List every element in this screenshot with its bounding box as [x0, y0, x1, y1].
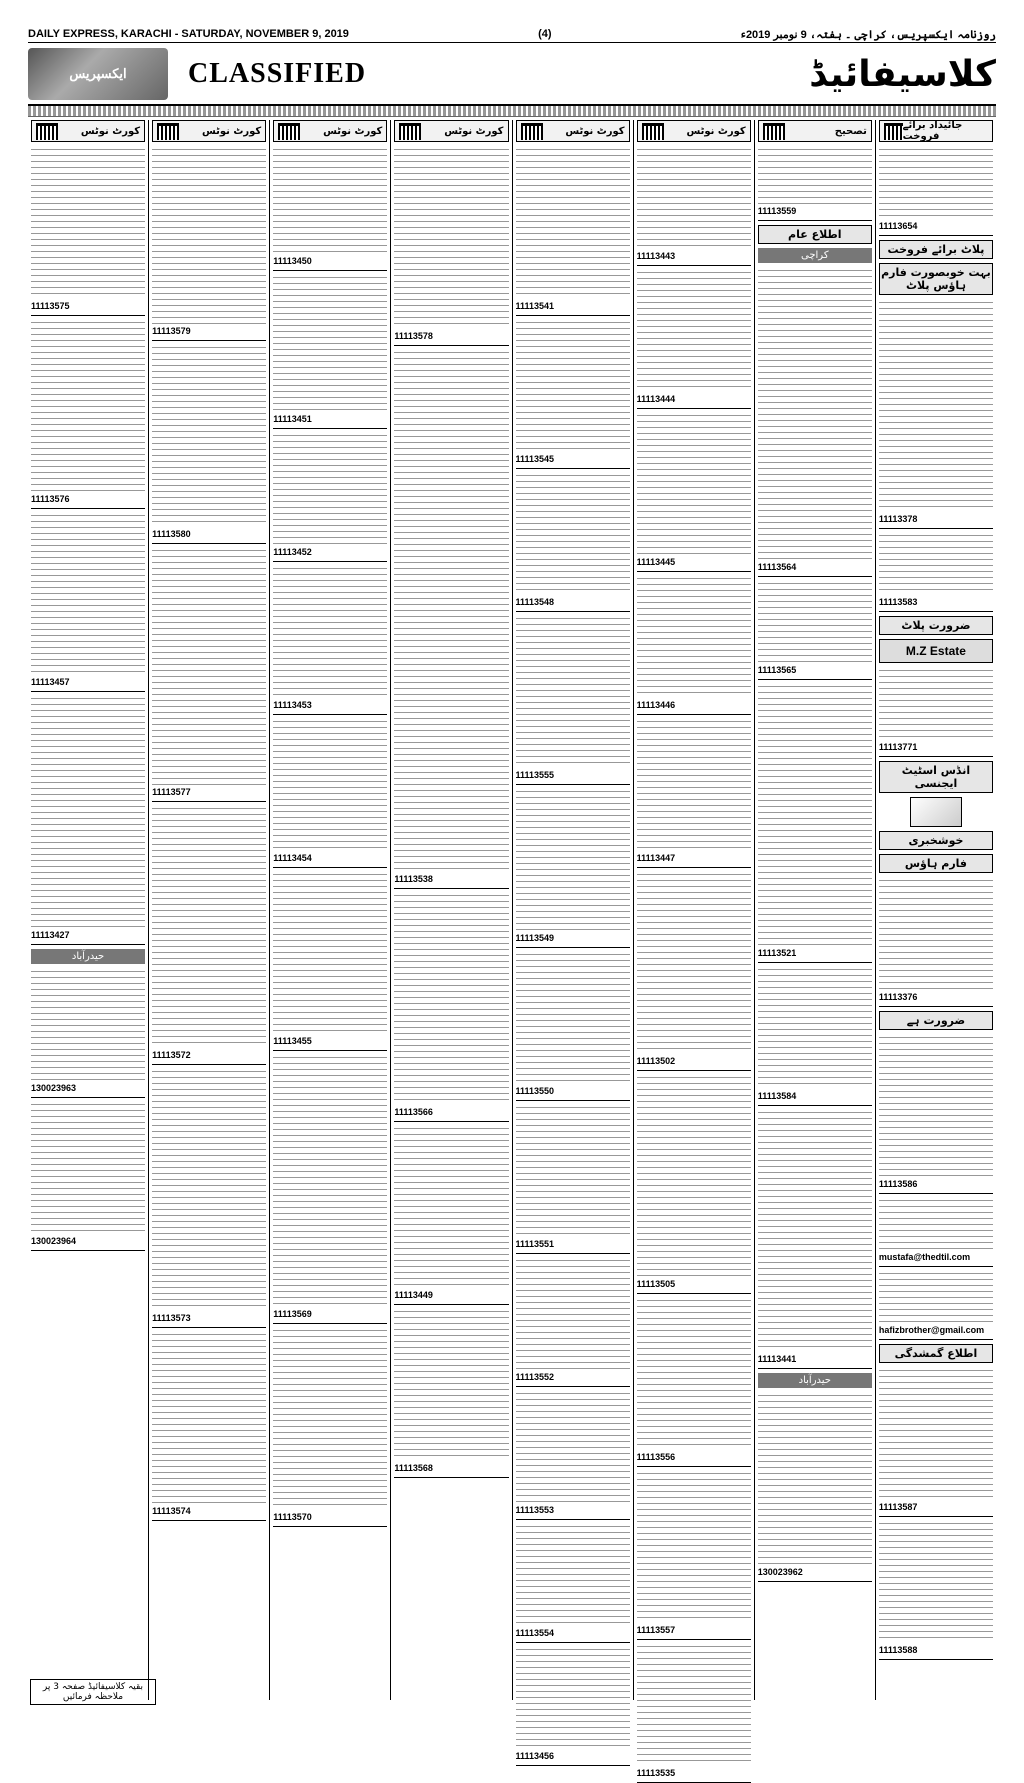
ad-number: 11113559: [757, 206, 797, 216]
ad-number: 11113579: [152, 326, 191, 336]
ad-number: 11113586: [878, 1179, 918, 1189]
ad-number: 11113451: [273, 414, 312, 424]
classified-ad: [31, 1101, 145, 1251]
ad-number: 11113588: [878, 1645, 918, 1655]
ad-text-block: [879, 302, 993, 512]
ad-number: 11113505: [636, 1279, 676, 1289]
ad-number: 11113556: [636, 1452, 676, 1462]
city-band: حیدرآباد: [31, 949, 145, 964]
section-title-urdu: کلاسیفائیڈ: [809, 53, 996, 95]
classified-ad: [879, 1197, 993, 1267]
classified-ad: [879, 299, 993, 529]
classified-ad: [152, 344, 266, 544]
classified-ad: [516, 1104, 630, 1254]
classified-ad: [516, 615, 630, 785]
column-header: [516, 120, 630, 142]
ad-number: 130023963: [31, 1083, 77, 1093]
ad-number: 11113444: [636, 394, 676, 404]
ad-text-block: [516, 149, 630, 299]
column-header: [31, 120, 145, 142]
ad-text-block: [879, 1037, 993, 1177]
ad-number: 11113535: [636, 1768, 676, 1778]
ad-text-block: [273, 277, 387, 412]
classified-ad: [758, 267, 872, 577]
continued-note: بقیہ کلاسیفائیڈ صفحہ 3 پر ملاحظہ فرمائیں: [30, 1679, 156, 1705]
column-1: [28, 120, 149, 1700]
ad-text-block: [152, 1334, 266, 1504]
section-heading: اطلاع عام: [758, 225, 872, 244]
classified-ad: [879, 1367, 993, 1517]
classified-ad: [516, 1257, 630, 1387]
masthead: [28, 44, 996, 106]
ad-number: 11113549: [515, 933, 555, 943]
house-icon: [910, 797, 962, 827]
column-header-label: کورٹ نوٹس: [686, 125, 746, 137]
ad-text-block: [31, 1104, 145, 1234]
column-6: [634, 120, 755, 1778]
classified-ad: [273, 1327, 387, 1527]
ad-text-block: [879, 1200, 993, 1250]
ad-text-block: [637, 721, 751, 851]
ad-number: 11113453: [273, 700, 312, 710]
ad-number: mustafa@thedtil.com: [878, 1252, 971, 1262]
classified-ad: [637, 718, 751, 868]
court-building-icon: [278, 123, 300, 140]
column-header: [637, 120, 751, 142]
ad-number: 11113575: [31, 301, 70, 311]
classified-ad: [879, 667, 993, 757]
ad-text-block: [31, 322, 145, 492]
classified-ad: [273, 274, 387, 429]
classified-ad: [637, 1074, 751, 1294]
ad-number: 11113457: [31, 677, 70, 687]
classified-ad: [879, 1270, 993, 1340]
ad-text-block: [31, 515, 145, 675]
section-title-english: CLASSIFIED: [188, 58, 367, 89]
ad-number: hafizbrother@gmail.com: [878, 1325, 985, 1335]
ad-text-block: [758, 583, 872, 663]
ad-text-block: [394, 1128, 508, 1288]
ad-text-block: [516, 791, 630, 931]
ad-number: 11113455: [273, 1036, 312, 1046]
classified-ad: [879, 1520, 993, 1660]
ad-text-block: [758, 1395, 872, 1565]
ad-text-block: [637, 272, 751, 392]
ad-number: 11113521: [757, 948, 797, 958]
ad-text-block: [273, 568, 387, 698]
classified-ad: [273, 146, 387, 271]
ad-number: 11113573: [152, 1313, 191, 1323]
classified-ad: [273, 432, 387, 562]
column-header: [273, 120, 387, 142]
ad-text-block: [758, 969, 872, 1089]
ad-number: 11113378: [878, 514, 918, 524]
column-header: [394, 120, 508, 142]
classified-ad: [31, 319, 145, 509]
column-header: [879, 120, 993, 142]
classified-ad: [516, 1523, 630, 1643]
classified-ad: [879, 146, 993, 236]
ad-text-block: [637, 149, 751, 249]
classified-ad: [394, 146, 508, 346]
ad-text-block: [637, 578, 751, 698]
classified-ad: [758, 683, 872, 963]
column-header: [152, 120, 266, 142]
ad-text-block: [637, 415, 751, 555]
city-band: کراچی: [758, 248, 872, 263]
ad-text-block: [637, 1473, 751, 1623]
ad-text-block: [152, 1071, 266, 1311]
ad-text-block: [152, 808, 266, 1048]
court-building-icon: [642, 123, 664, 140]
column-8: [876, 120, 996, 1700]
classified-ad: [637, 575, 751, 715]
classified-ad: [516, 951, 630, 1101]
dateline-english: DAILY EXPRESS, KARACHI - SATURDAY, NOVEMBER 9, 2019: [28, 28, 349, 40]
ad-text-block: [516, 322, 630, 452]
classified-ad: [31, 968, 145, 1098]
classified-ad: [31, 146, 145, 316]
ad-text-block: [758, 149, 872, 204]
ad-number: 11113445: [636, 557, 676, 567]
ad-text-block: [394, 895, 508, 1105]
ad-text-block: [516, 1526, 630, 1626]
ad-number: 11113555: [515, 770, 555, 780]
column-3: [270, 120, 391, 1700]
classified-ad: [758, 1392, 872, 1582]
ad-text-block: [394, 352, 508, 872]
ad-text-block: [516, 1649, 630, 1749]
ad-number: 11113446: [636, 700, 676, 710]
section-heading: بہت خوبصورت فارم ہاؤس پلاٹ: [879, 263, 993, 295]
ad-number: 11113441: [757, 1354, 797, 1364]
classified-ad: [516, 1390, 630, 1520]
section-heading: ضرورت پلاٹ: [879, 616, 993, 635]
classified-ad: [637, 1643, 751, 1783]
ad-text-block: [273, 721, 387, 851]
classified-ad: [879, 1034, 993, 1194]
ad-number: 11113771: [878, 742, 918, 752]
court-building-icon: [36, 123, 58, 140]
ad-number: 11113456: [515, 1751, 555, 1761]
ad-number: 11113545: [515, 454, 555, 464]
ad-text-block: [273, 149, 387, 254]
column-2: [149, 120, 270, 1700]
ad-text-block: [273, 435, 387, 545]
ad-number: 11113557: [636, 1625, 676, 1635]
section-heading: انڈس اسٹیٹ ایجنسی: [879, 761, 993, 793]
ad-number: 11113538: [394, 874, 433, 884]
classified-ad: [152, 1331, 266, 1521]
ad-number: 11113569: [273, 1309, 312, 1319]
classified-ad: [273, 565, 387, 715]
column-header-label: کورٹ نوٹس: [80, 125, 141, 137]
ad-text-block: [637, 874, 751, 1054]
ad-number: 11113502: [636, 1056, 676, 1066]
classified-ad: [394, 349, 508, 889]
court-building-icon: [884, 123, 903, 140]
ad-number: 11113576: [31, 494, 70, 504]
ad-text-block: [152, 550, 266, 785]
classified-ad: [637, 871, 751, 1071]
classified-ad: [637, 1470, 751, 1640]
ad-number: 11113550: [515, 1086, 555, 1096]
section-heading: ضرورت ہے: [879, 1011, 993, 1030]
masthead-strip: [28, 106, 996, 117]
ad-text-block: [879, 1273, 993, 1323]
court-building-icon: [399, 123, 421, 140]
page-number: (4): [538, 28, 552, 40]
ad-number: 11113553: [515, 1505, 555, 1515]
classified-ad: [637, 1297, 751, 1467]
classified-ad: [516, 1646, 630, 1766]
classified-ad: [637, 146, 751, 266]
ad-number: 11113449: [394, 1290, 433, 1300]
ad-number: 130023962: [757, 1567, 803, 1577]
column-header-label: کورٹ نوٹس: [323, 125, 383, 137]
section-heading: خوشخبری: [879, 831, 993, 850]
column-header-label: جائیداد برائے فروخت: [902, 120, 963, 142]
classified-ad: [758, 966, 872, 1106]
classified-ad: [31, 695, 145, 945]
classified-ad: [152, 547, 266, 802]
ad-number: 11113654: [878, 221, 918, 231]
ad-text-block: [516, 1393, 630, 1503]
classified-ad: [516, 472, 630, 612]
classified-ad: [31, 512, 145, 692]
ad-number: 11113450: [273, 256, 312, 266]
ad-text-block: [879, 670, 993, 740]
ad-number: 11113583: [878, 597, 918, 607]
classified-ad: [516, 788, 630, 948]
ad-number: 11113554: [515, 1628, 555, 1638]
classified-ad: [152, 805, 266, 1065]
ad-number: 11113577: [152, 787, 191, 797]
classified-ad: [758, 146, 872, 221]
ad-text-block: [394, 1311, 508, 1461]
ad-number: 11113584: [757, 1091, 797, 1101]
classified-ad: [273, 871, 387, 1051]
ad-text-block: [273, 1057, 387, 1307]
column-header: [758, 120, 872, 142]
ad-number: 11113580: [152, 529, 191, 539]
estate-name: M.Z Estate: [879, 639, 993, 663]
column-7: [755, 120, 876, 1700]
ad-number: 11113541: [515, 301, 555, 311]
classified-ad: [394, 1125, 508, 1305]
classified-ad: [758, 1109, 872, 1369]
column-4: [391, 120, 512, 1700]
ad-number: 11113427: [31, 930, 70, 940]
classified-ad: [879, 532, 993, 612]
column-5: [513, 120, 634, 1761]
ad-text-block: [637, 1646, 751, 1766]
ad-text-block: [637, 1300, 751, 1450]
section-heading: اطلاع گمشدگی: [879, 1344, 993, 1363]
ad-text-block: [637, 1077, 751, 1277]
ad-text-block: [516, 1260, 630, 1370]
classified-ad: [394, 892, 508, 1122]
classified-ad: [758, 580, 872, 680]
section-heading: فارم ہاؤس: [879, 854, 993, 873]
ad-number: 11113566: [394, 1107, 433, 1117]
court-building-icon: [521, 123, 543, 140]
ad-text-block: [152, 149, 266, 324]
ad-number: 11113443: [636, 251, 676, 261]
ad-text-block: [879, 535, 993, 595]
court-building-icon: [763, 123, 785, 140]
ad-number: 11113452: [273, 547, 312, 557]
ad-text-block: [516, 475, 630, 595]
ad-text-block: [879, 1370, 993, 1500]
ad-text-block: [273, 874, 387, 1034]
top-dateline: [28, 26, 996, 43]
ad-text-block: [879, 880, 993, 990]
classified-columns: [28, 120, 996, 1778]
classified-ad: [152, 1068, 266, 1328]
ad-text-block: [273, 1330, 387, 1510]
classified-ad: [273, 1054, 387, 1324]
ad-text-block: [31, 698, 145, 928]
ad-number: 11113551: [515, 1239, 555, 1249]
express-logo: [28, 48, 168, 100]
ad-number: 11113565: [757, 665, 797, 675]
ad-number: 11113578: [394, 331, 433, 341]
classified-ad: [637, 412, 751, 572]
city-band: حیدرآباد: [758, 1373, 872, 1388]
dateline-urdu: روزنامہ ایکسپریس، کراچی ۔ ہفتہ، 9 نومبر 2019ء: [740, 28, 996, 41]
ad-text-block: [516, 954, 630, 1084]
classified-ad: [637, 269, 751, 409]
court-building-icon: [157, 123, 179, 140]
ad-number: 11113548: [515, 597, 555, 607]
ad-number: 11113564: [757, 562, 797, 572]
ad-text-block: [152, 347, 266, 527]
ad-number: 11113552: [515, 1372, 555, 1382]
ad-text-block: [31, 149, 145, 299]
column-header-label: کورٹ نوٹس: [201, 125, 262, 137]
ad-text-block: [879, 1523, 993, 1643]
section-heading: پلاٹ برائے فروخت: [879, 240, 993, 259]
ad-text-block: [31, 971, 145, 1081]
classified-ad: [879, 877, 993, 1007]
classified-ad: [152, 146, 266, 341]
ad-number: 11113572: [152, 1050, 191, 1060]
ad-number: 11113376: [878, 992, 918, 1002]
ad-text-block: [758, 270, 872, 560]
ad-number: 11113570: [273, 1512, 312, 1522]
ad-number: 11113454: [273, 853, 312, 863]
ad-text-block: [879, 149, 993, 219]
ad-number: 130023964: [31, 1236, 77, 1246]
ad-number: 11113447: [636, 853, 676, 863]
classified-ad: [394, 1308, 508, 1478]
ad-text-block: [758, 686, 872, 946]
classified-ad: [516, 319, 630, 469]
ad-text-block: [758, 1112, 872, 1352]
ad-number: 11113587: [878, 1502, 918, 1512]
ad-text-block: [394, 149, 508, 329]
ad-number: 11113568: [394, 1463, 433, 1473]
classified-ad: [273, 718, 387, 868]
column-header-label: کورٹ نوٹس: [444, 125, 504, 137]
column-header-label: کورٹ نوٹس: [565, 125, 625, 137]
column-header-label: تصحیح: [834, 125, 867, 137]
ad-text-block: [516, 618, 630, 768]
classified-ad: [516, 146, 630, 316]
ad-text-block: [516, 1107, 630, 1237]
logo-text: ایکسپریس: [69, 66, 127, 82]
ad-number: 11113574: [152, 1506, 191, 1516]
